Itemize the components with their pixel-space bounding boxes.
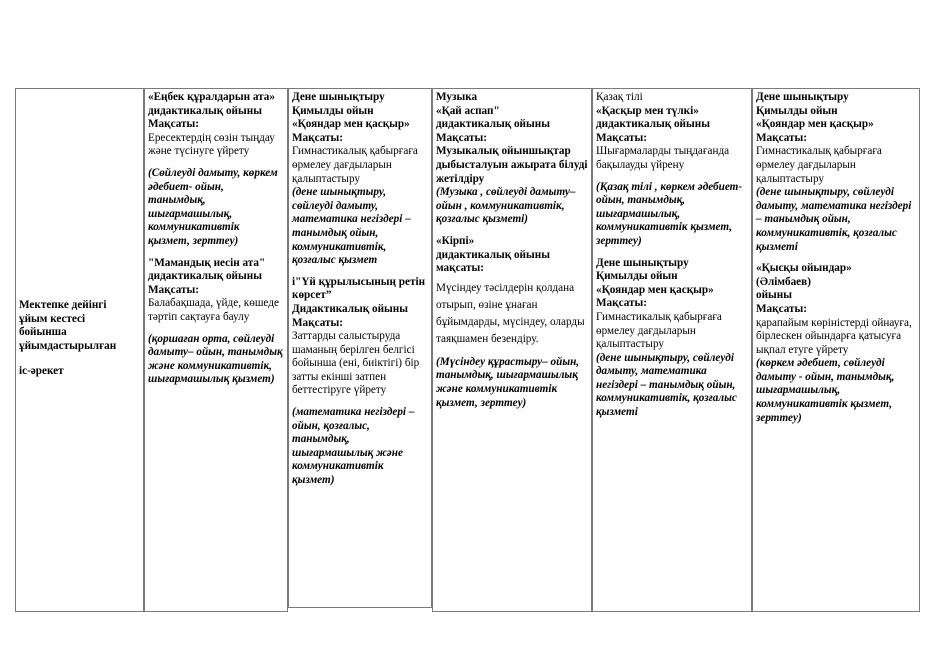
areas-text: (дене шынықтыру, сөйлеуді дамыту, математика негіздері – танымдық ойын, коммуникативтік, қозғалыс қызметі: [756, 186, 912, 253]
game-type: Қимылды ойын: [292, 104, 374, 117]
activity-cell-1: [144, 88, 288, 612]
areas-text: (Қазақ тілі , көркем әдебиет- ойын, танымдық, шығармашылық, коммуникативтік қызмет, зерттеу): [596, 180, 743, 247]
row-label-line: ұйым кестесі: [19, 312, 86, 325]
goal-text: Музыкалық ойыншықтар дыбысталуын ажырата білуді жетілдіру: [436, 145, 588, 185]
row-label-line: Мектепке дейінгі: [19, 299, 107, 311]
goal-label: Мақсаты:: [292, 131, 343, 144]
row-label: [16, 299, 143, 379]
row-label-last: іс-әрекет: [19, 365, 64, 378]
goal-label: Мақсаты:: [436, 131, 487, 144]
subject-name: Дене шынықтыру: [596, 256, 689, 269]
activity-cell-4: [592, 88, 752, 612]
goal-text: Мүсіндеу тәсілдерін қолдана отырып, өзіне ұнаған бұйымдарды, мүсіндеу, оларды таяқшамен безендіру.: [436, 281, 585, 345]
goal-text: Гимнастикалық қабырғаға өрмелеу дағдыларын қалыптастыру: [292, 145, 418, 185]
activity-cell-2: [288, 88, 432, 608]
game-type: дидактикалық ойыны: [148, 104, 262, 117]
areas-text: (математика негіздері – ойын, қозғалыс, танымдық, шығармашылық және коммуникативтік қызмет): [292, 406, 415, 487]
areas-text: (көркем әдебиет, сөйлеуді дамыту - ойын, танымдық, шығармашылық, коммуникативтік қызмет, зерттеу): [756, 357, 895, 424]
goal-label: Мақсаты:: [292, 316, 343, 329]
goal-label: Мақсаты:: [596, 131, 647, 144]
areas-text: (дене шынықтыру, сөйлеуді дамыту, математика негіздері – танымдық ойын, коммуникативтік, қозғалыс қызмет: [292, 186, 411, 267]
game-author: (Әлімбаев): [756, 275, 811, 288]
areas-text: (Музыка , сөйлеуді дамыту– ойын , коммуникативтік, қозғалыс қызметі): [436, 186, 576, 226]
game-type: ойыны: [756, 289, 792, 302]
game-type: Қимылды ойын: [756, 104, 838, 117]
game-title: "Мамандық иесін ата": [148, 256, 266, 269]
goal-label: мақсаты:: [436, 262, 484, 275]
game-type: дидактикалық ойыны: [596, 118, 710, 131]
goal-text: Гимнастикалық қабырғаға өрмелеу дағдыларын қалыптастыру: [756, 145, 882, 185]
subject-name: Дене шынықтыру: [292, 91, 385, 103]
game-title: «Қысқы ойындар»: [756, 262, 852, 275]
game-title: «Еңбек құралдарын ата»: [148, 91, 275, 103]
game-title: «Қояндар мен қасқыр»: [756, 118, 874, 131]
game-title: і"Үй құрылысының ретін көрсет”: [292, 275, 426, 302]
areas-text: (қоршаған орта, сөйлеуді дамыту– ойын, танымдық және коммуникативтік, шығармашылық қызмет): [148, 332, 283, 386]
activity-cell-5: [752, 88, 920, 612]
goal-label: Мақсаты:: [756, 131, 807, 144]
goal-text: қарапайым көріністерді ойнауға, бірлескен ойындарға қатысуға ықпал етуге үйрету: [756, 316, 912, 356]
game-title: «Қояндар мен қасқыр»: [596, 283, 714, 296]
game-title: «Қасқыр мен түлкі»: [596, 104, 699, 117]
game-type: Қимылды ойын: [596, 270, 678, 283]
game-type: дидактикалық ойыны: [148, 270, 262, 283]
subject-name: Дене шынықтыру: [756, 91, 849, 103]
row-label-line: бойынша: [19, 326, 67, 339]
goal-text: Шығармаларды тыңдағанда бақылауды үйрену: [596, 145, 730, 171]
goal-text: Балабақшада, үйде, көшеде тәртіп сақтауға баулу: [148, 297, 279, 323]
goal-text: Гимнастикалық қабырғаға өрмелеу дағдыларын қалыптастыру: [596, 310, 722, 351]
goal-label: Мақсаты:: [148, 283, 199, 296]
row-label-cell: [15, 88, 144, 612]
row-label-line: ұйымдастырылған: [19, 339, 117, 352]
game-title: «Қояндар мен қасқыр»: [292, 118, 410, 131]
goal-text: Заттарды салыстыруда шаманың берілген белгісі бойынша (ені, биіктігі) бір затты екінші затпен беттестіруге үйрету: [292, 330, 420, 397]
game-title: «Кірпі»: [436, 234, 475, 247]
game-type: дидактикалық ойыны: [436, 248, 550, 261]
goal-label: Мақсаты:: [756, 302, 807, 315]
goal-label: Мақсаты:: [148, 118, 199, 131]
areas-text: (дене шынықтыру, сөйлеуді дамыту, математика негіздері – танымдық ойын, коммуникативтік, қозғалыс қызметі: [596, 351, 737, 419]
areas-text: (Сөйлеуді дамыту, көркем әдебиет- ойын, танымдық, шығармашылық, коммуникативтік қызмет, зерттеу): [148, 166, 278, 247]
subject-name: Музыка: [436, 91, 478, 103]
activity-cell-3: [432, 88, 592, 612]
subject-name: Қазақ тілі: [596, 91, 643, 103]
game-type: дидактикалық ойыны: [436, 118, 550, 131]
game-type: Дидактикалық ойыны: [292, 302, 408, 315]
areas-text: (Мүсіндеу құрастыру– ойын, танымдық, шығармашылық және коммуникативтік қызмет, зерттеу): [436, 355, 580, 409]
goal-text: Ересектердің сөзін тыңдау және түсінуге үйрету: [148, 131, 275, 158]
goal-label: Мақсаты:: [596, 297, 647, 310]
game-title: «Қай аспап": [436, 104, 500, 117]
